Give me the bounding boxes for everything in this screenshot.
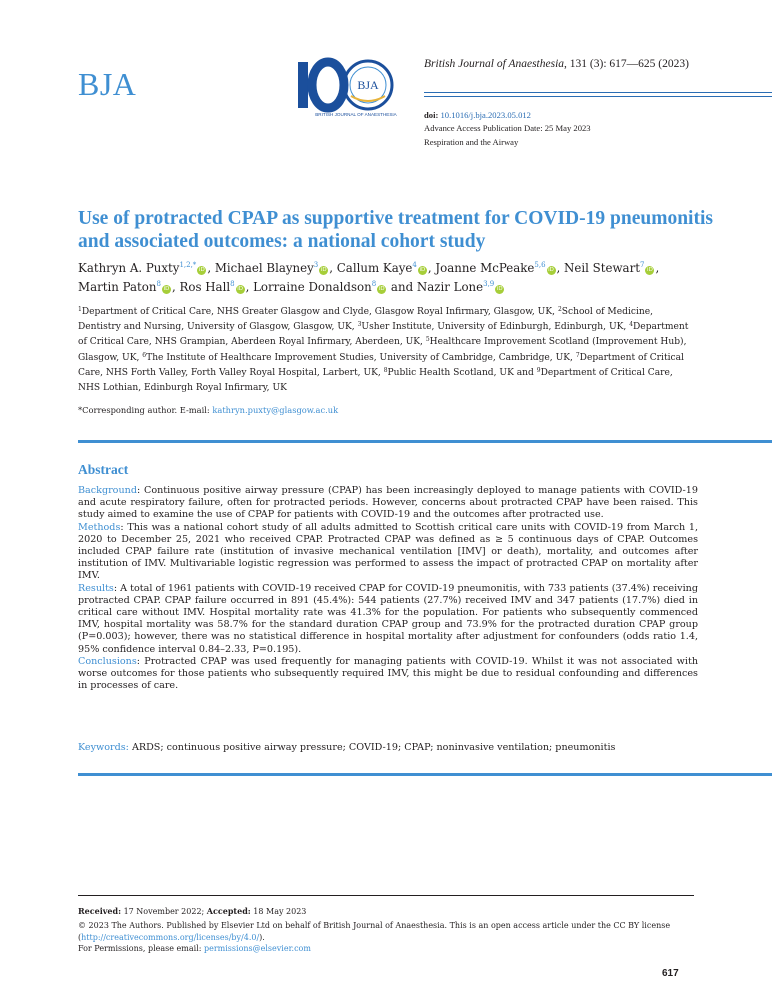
copyright	[78, 920, 694, 944]
header-rule-1	[424, 92, 772, 93]
affiliation-text: Department of Critical Care, NHS Greater Glasgow and Clyde, Glasgow Royal Infirmary, Glasgow, UK,	[81, 307, 558, 317]
author-name: Lorraine Donaldson	[253, 280, 372, 294]
author-line2-0	[78, 280, 179, 294]
author-line1-3	[435, 261, 564, 275]
abstract-bottom-rule	[78, 773, 772, 776]
author-line-2	[78, 278, 718, 297]
author-name: Joanne McPeake	[435, 261, 535, 275]
corresponding-email-link[interactable]: kathryn.puxty@glasgow.ac.uk	[212, 405, 339, 415]
author-line1-4	[564, 261, 659, 275]
affiliations	[78, 305, 694, 396]
author-separator: ,	[329, 261, 337, 275]
affiliation-sup: 3	[357, 321, 362, 329]
corresponding-label: *Corresponding author. E-mail:	[78, 405, 213, 415]
author-separator: ,	[556, 261, 565, 275]
author-line2-1	[179, 280, 253, 294]
author-list	[78, 259, 718, 297]
background-label: Background	[78, 485, 137, 496]
author-separator: ,	[245, 280, 254, 294]
journal-citation	[424, 58, 689, 70]
advance-access: Advance Access Publication Date: 25 May 2023	[424, 123, 591, 133]
author-name: Martin Paton	[78, 280, 157, 294]
author-affiliation-sup: 3,9	[483, 280, 495, 288]
permissions-email-link[interactable]: permissions@elsevier.com	[203, 944, 311, 953]
centenary-text: BJA	[357, 78, 379, 92]
affiliation-sup: 8	[383, 366, 388, 374]
author-affiliation-sup: 8	[371, 280, 377, 288]
author-name: Neil Stewart	[564, 261, 640, 275]
results-text: : A total of 1961 patients with COVID-19 received CPAP for COVID-19 pneumonitis, with 733 patients (37.4%) receiving protracted CPAP. CPAP failure occurred in 891 (45.4%): 544 patients (27.7%) received IMV and 347 patients (17.7%) died in critical care without IMV. Hospital mortality rate was 41.3% for the population. For patients who subsequently commenced IMV, hospital mortality was 58.7% for the standard duration CPAP group and 73.9% for the protracted duration CPAP group (P=0.003); however, there was no statistical difference in hospital mortality after adjustment for confounders (odds ratio 1.4, 95% confidence interval 0.84–2.33, P=0.195).	[78, 582, 698, 655]
author-line-1	[78, 259, 718, 278]
copyright-end: ).	[259, 933, 265, 942]
abstract-methods	[78, 522, 698, 583]
author-separator: ,	[427, 261, 436, 275]
author-affiliation-sup: 7	[639, 261, 645, 269]
author-separator: ,	[171, 280, 180, 294]
centenary-logo	[296, 56, 416, 118]
page-number: 617	[662, 968, 679, 979]
author-name: Michael Blayney	[214, 261, 314, 275]
author-line2-2	[253, 280, 417, 294]
author-affiliation-sup: 4	[412, 261, 417, 269]
author-line1-2	[337, 261, 436, 275]
author-affiliation-sup: 5,6	[534, 261, 546, 269]
abstract-body	[78, 485, 698, 692]
permissions	[78, 944, 311, 953]
accepted-date: 18 May 2023	[250, 907, 307, 916]
affiliation-text: Usher Institute, University of Edinburgh, Edinburgh, UK,	[361, 322, 630, 333]
orcid-icon[interactable]: iD	[320, 267, 327, 273]
orcid-icon[interactable]: iD	[647, 267, 653, 273]
author-affiliation-sup: 1,2,*	[179, 261, 197, 269]
author-line2-3	[417, 280, 505, 294]
received-label: Received:	[78, 906, 122, 916]
keywords	[78, 742, 615, 753]
received-date: 17 November 2022;	[121, 907, 207, 916]
author-affiliation-sup: 8	[230, 280, 235, 288]
centenary-caption: BRITISH JOURNAL OF ANAESTHESIA	[315, 112, 397, 117]
license-link[interactable]: http://creativecommons.org/licenses/by/4.0/	[81, 933, 260, 942]
affiliation-text: Department of Critical Care, NHS Lothian, Edinburgh Royal Infirmary, UK	[78, 367, 673, 394]
author-separator: and	[387, 280, 417, 294]
affiliation-sup: 9	[536, 366, 541, 374]
affiliation-sup: 2	[557, 306, 562, 313]
affiliation-sup: 1	[78, 306, 82, 313]
doi-line	[424, 110, 531, 120]
affiliation-sup: 6	[142, 351, 147, 359]
bja-logo: BJA	[78, 66, 137, 102]
author-name: Nazir Lone	[416, 280, 484, 294]
author-affiliation-sup: 8	[156, 280, 161, 288]
conclusions-text: : Protracted CPAP was used frequently for managing patients with COVID-19. Whilst it was not associated with worse outcomes for those patients who subsequently required IMV, this might be due to residual confounding and differences in processes of care.	[78, 655, 698, 692]
conclusions-label: Conclusions	[78, 655, 137, 667]
orcid-icon[interactable]: iD	[378, 286, 385, 292]
affiliation-text: Healthcare Improvement Scotland (Improvement Hub), Glasgow, UK,	[78, 337, 687, 363]
abstract-results	[78, 583, 698, 656]
accepted-label: Accepted:	[206, 906, 251, 916]
affiliation-sup: 7	[575, 351, 580, 359]
citation: , 131 (3): 617—625 (2023)	[564, 58, 689, 70]
affiliation-text: Public Health Scotland, UK and	[387, 367, 537, 378]
affiliation-text: The Institute of Healthcare Improvement Studies, University of Cambridge, Cambridge, UK,	[146, 352, 576, 363]
received-accepted	[78, 906, 306, 916]
abstract-top-rule	[78, 440, 772, 443]
keywords-text: ARDS; continuous positive airway pressure; COVID-19; CPAP; noninvasive ventilation; pneumonitis	[128, 742, 616, 753]
affiliation-text: Department of Critical Care, NHS Grampian, Aberdeen Royal Infirmary, Aberdeen, UK,	[78, 322, 689, 348]
orcid-icon[interactable]: iD	[496, 286, 503, 292]
background-text: : Continuous positive airway pressure (CPAP) has been increasingly deployed to manage patients with COVID-19 and acute respiratory failure, often for protracted periods. However, concerns about protracted CPAP have been raised. This study aimed to examine the use of CPAP for patients with COVID-19 and the outcomes after protracted use.	[78, 485, 698, 521]
author-name: Callum Kaye	[336, 261, 413, 275]
abstract-conclusions	[78, 656, 698, 693]
article-title: Use of protracted CPAP as supportive treatment for COVID-19 pneumonitis and associated outcomes: a national cohort study	[78, 208, 713, 252]
abstract-background	[78, 485, 698, 522]
author-name: Kathryn A. Puxty	[78, 261, 180, 275]
doi-link[interactable]: 10.1016/j.bja.2023.05.012	[440, 110, 531, 120]
keywords-label: Keywords:	[78, 742, 129, 753]
journal-name: British Journal of Anaesthesia	[424, 58, 565, 70]
copyright-text: © 2023 The Authors. Published by Elsevier Ltd on behalf of British Journal of Anaesthesia. This is an open access article under the CC BY license (	[78, 921, 671, 942]
results-label: Results	[78, 582, 114, 594]
author-line1-0	[78, 261, 215, 275]
methods-label: Methods	[78, 521, 121, 533]
section-label: Respiration and the Airway	[424, 137, 519, 147]
affiliation-sup: 4	[629, 321, 634, 329]
orcid-icon[interactable]: iD	[198, 267, 205, 273]
affiliation-text: School of Medicine, Dentistry and Nursing, University of Glasgow, Glasgow, UK,	[78, 307, 653, 333]
author-separator: ,	[655, 261, 660, 275]
author-name: Ros Hall	[179, 280, 231, 294]
affiliation-text: Department of Critical Care, NHS Forth Valley, Forth Valley Royal Hospital, Larbert, UK,	[78, 352, 684, 378]
orcid-icon[interactable]: iD	[419, 267, 426, 273]
doi-label: doi:	[424, 110, 439, 120]
corresponding-author	[78, 405, 338, 415]
author-line1-1	[215, 261, 337, 275]
orcid-icon[interactable]: iD	[163, 286, 170, 292]
permissions-label: For Permissions, please email:	[78, 944, 204, 953]
methods-text: : This was a national cohort study of all adults admitted to Scottish critical care units with COVID-19 from March 1, 2020 to December 25, 2021 who received CPAP. Protracted CPAP was defined as ≥ 5 continuous days of CPAP. Outcomes included CPAP failure rate (institution of invasive mechanical ventilation [IMV] or death), mortality, and outcomes after institution of IMV. Multivariable logistic regression was performed to assess the impact of protracted CPAP on mortality after IMV.	[78, 521, 698, 582]
header-rule-2	[424, 96, 772, 97]
orcid-icon[interactable]: iD	[237, 286, 243, 292]
author-separator: ,	[207, 261, 215, 275]
abstract-heading: Abstract	[78, 462, 129, 477]
orcid-icon[interactable]: iD	[548, 267, 554, 273]
affiliation-sup: 5	[425, 336, 430, 344]
author-affiliation-sup: 3	[313, 261, 319, 269]
footer-rule	[78, 895, 694, 896]
